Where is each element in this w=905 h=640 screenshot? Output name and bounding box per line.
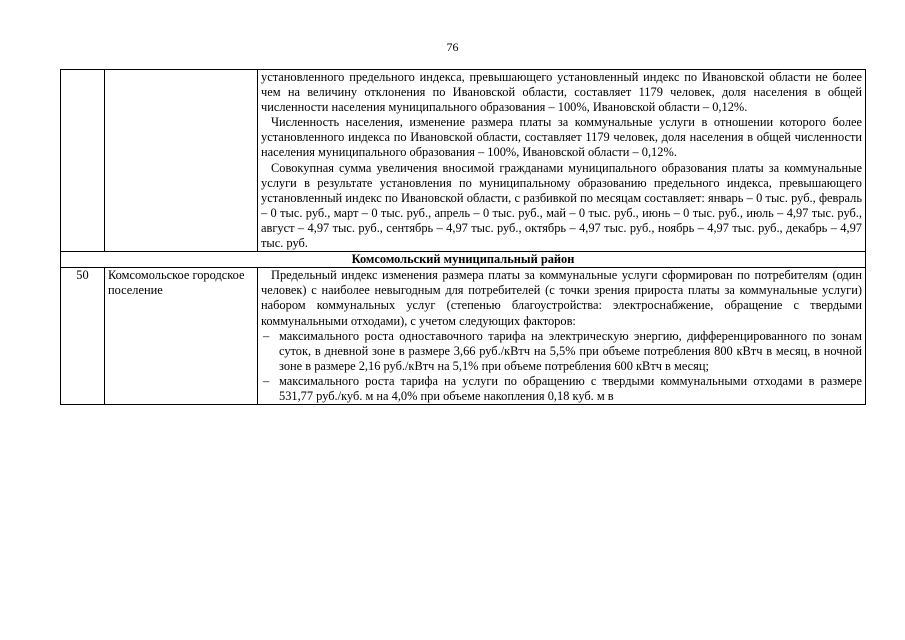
factors-list (261, 329, 862, 404)
description-cell (258, 268, 866, 405)
factor-item: – максимального роста одноставочного тарифа на электрическую энергию, дифференцированного по зонам суток, в дневной зоне в размере 3,66 руб./кВтч на 5,5% при объеме потребления 800 кВтч в месяц, в ночной зоне в размере 2,16 руб./кВтч на 5,1% при объеме потребления 600 кВтч в месяц; (261, 329, 862, 374)
description-cell (258, 70, 866, 252)
section-heading: Комсомольский муниципальный район (61, 252, 866, 268)
data-table (60, 69, 866, 405)
row-number: 50 (61, 268, 105, 405)
section-heading-row (61, 252, 866, 268)
factor-item: – максимального роста тарифа на услуги по обращению с твердыми коммунальными отходами в размере 531,77 руб./куб. м на 4,0% при объеме накопления 0,18 куб. м в (261, 374, 862, 404)
description-paragraph: установленного предельного индекса, превышающего установленный индекс по Ивановской области не более чем на величину отклонения по Ивановской области, составляет 1179 человек, доля населения в общей численности населения муниципального образования – 100%, Ивановской области – 0,12%. (261, 70, 862, 115)
name-cell (105, 70, 258, 252)
table-row-continued (61, 70, 866, 252)
description-intro: Предельный индекс изменения размера платы за коммунальные услуги сформирован по потребителям (один человек) с наиболее невыгодным для потребителей (с точки зрения прироста платы за коммунальные услуги) набором коммунальных услуг (степенью благоустройства: электроснабжение, обращение с твердыми коммунальными отходами), с учетом следующих факторов: (261, 268, 862, 328)
page-number: 76 (446, 40, 459, 54)
municipality-name: Комсомольское городское поселение (105, 268, 258, 405)
number-cell (61, 70, 105, 252)
description-paragraph: Совокупная сумма увеличения вносимой гражданами муниципального образования платы за коммунальные услуги в результате установления по муниципальному образованию предельного индекса, превышающего установленный индекс по Ивановской области, с разбивкой по месяцам составляет: январь – 0 тыс. руб., февраль – 0 тыс. руб., март – 0 тыс. руб., апрель – 0 тыс. руб., май – 0 тыс. руб., июнь – 0 тыс. руб., июль – 4,97 тыс. руб., август – 4,97 тыс. руб., сентябрь – 4,97 тыс. руб., октябрь – 4,97 тыс. руб., ноябрь – 4,97 тыс. руб., декабрь – 4,97 тыс. руб. (261, 160, 862, 251)
description-paragraph: Численность населения, изменение размера платы за коммунальные услуги в отношении которого более установленного индекса по Ивановской области, составляет 1179 человек, доля населения в общей численности населения муниципального образования – 100%, Ивановской области – 0,12%. (261, 115, 862, 160)
table-row-50 (61, 268, 866, 405)
